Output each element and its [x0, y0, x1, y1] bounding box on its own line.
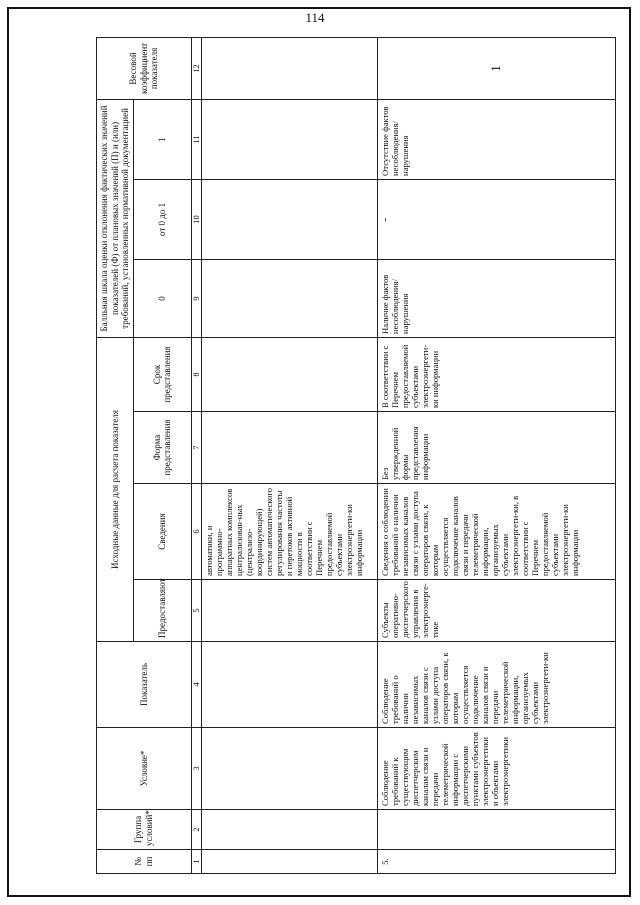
header-scale-0: 0 — [133, 259, 191, 337]
col-number: 5 — [191, 580, 201, 642]
header-scale-1: 1 — [133, 99, 191, 179]
col-number: 4 — [191, 642, 201, 728]
row5-score-0-1: - — [377, 179, 616, 259]
col-number: 2 — [191, 810, 201, 850]
header-weight: Весовой коэффициент показателя — [97, 37, 192, 99]
table-row — [201, 37, 377, 873]
col-number: 10 — [191, 179, 201, 259]
row5-info: Сведения о соблюдении требований о наличии независимых каналов связи с узлами доступа операторов связи, к которым осуществляется подключение каналов связи и передачи телеметрической информации, организуемых субъектами электроэнергети-ки, в соответствии с Перечнем предоставляемой субъектами электроэнергети-ки информации — [377, 484, 616, 580]
row5-num: 5. — [377, 850, 616, 874]
header-scale: Балльная шкала оценки отклонения фактических значений показателей (Ф) от плановых значений (П) и (или) требований, установленных нормативной документацией — [97, 99, 134, 337]
col-number: 1 — [191, 850, 201, 874]
col-number: 3 — [191, 728, 201, 810]
col-number: 11 — [191, 99, 201, 179]
table-row — [377, 37, 616, 873]
row5-deadline: В соответствии с Перечнем предоставляемой субъектами электроэнергети-ки информации — [377, 337, 616, 411]
row5-provides: Субъекты оперативно-диспетчерского управления в электроэнерге-тике — [377, 580, 616, 642]
header-scale-0-1: от 0 до 1 — [133, 179, 191, 259]
header-deadline: Срок представления — [133, 337, 191, 411]
header-group: Группа условий* — [97, 810, 192, 850]
header-condition: Условие* — [97, 728, 192, 810]
col-number: 8 — [191, 337, 201, 411]
row5-score-1: Отсутствие фактов несоблюдения/ нарушения — [377, 99, 616, 179]
row5-indicator: Соблюдение требований о наличии независимых каналов связи с узлами доступа операторов связи, к которым осуществляется подключение каналов связи и передачи телеметрической информации, организуемых субъектами электроэнергети-ки — [377, 642, 616, 728]
row5-form: Без утвержденной формы представления информации — [377, 412, 616, 484]
header-info: Сведения — [133, 484, 191, 580]
col-number: 7 — [191, 412, 201, 484]
col-number: 9 — [191, 259, 201, 337]
header-provides: Предоставляют — [133, 580, 191, 642]
rotated-table-container — [96, 38, 616, 874]
row5-condition: Соблюдение требований к существующим диспетчерским каналам связи и передачи телеметрической информации с диспетчерскими пунктами субъектов электроэнергетики и объектами электроэнергетики — [377, 728, 616, 810]
header-indicator: Показатель — [97, 642, 192, 728]
header-initial-data: Исходные данные для расчета показателя — [97, 337, 134, 641]
indicator-table — [96, 37, 616, 874]
row5-group — [377, 810, 616, 850]
header-num: № пп — [97, 850, 192, 874]
continued-info-cell: автоматики, и программно-аппаратных комплексов централизован-ных (централизо-координирующей) систем автоматического регулирования частоты и перетоков активной мощности в соответствии с Перечнем предоставляемой субъектами электроэнергети-ки информации — [201, 484, 377, 580]
page-number: 114 — [305, 10, 325, 25]
col-number: 12 — [191, 37, 201, 99]
header-form: Форма представления — [133, 412, 191, 484]
row5-weight: 1 — [377, 37, 616, 99]
col-number: 6 — [191, 484, 201, 580]
row5-score-0: Наличие фактов несоблюдения/ нарушения — [377, 259, 616, 337]
